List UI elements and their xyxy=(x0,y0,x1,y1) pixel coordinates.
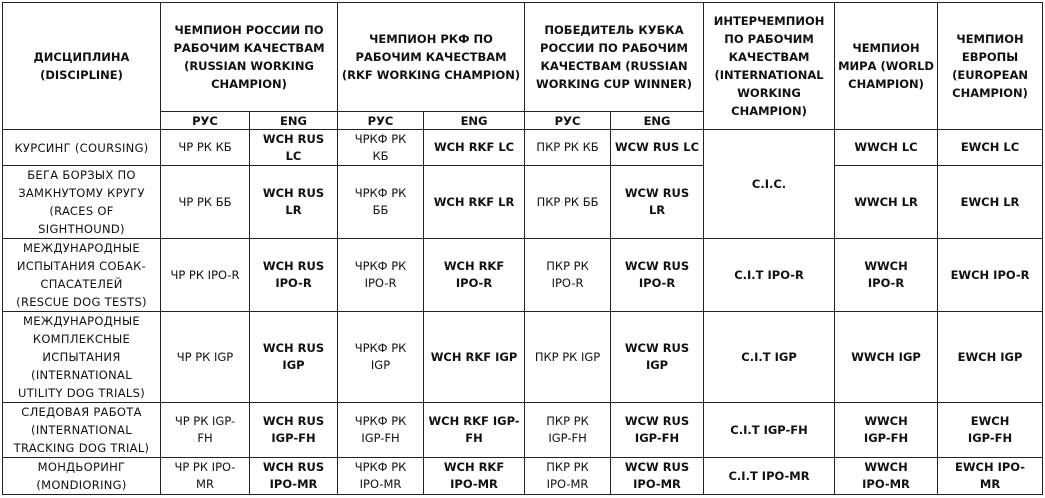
title-cell-world: WWCH IGP xyxy=(835,312,938,403)
title-cell-world: WWCH IGP-FH xyxy=(835,403,938,458)
title-cell-europe: EWCH IGP xyxy=(938,312,1043,403)
discipline-cell: СЛЕДОВАЯ РАБОТА (INTERNATIONAL TRACKING DOG TRIAL) xyxy=(3,403,161,458)
title-cell-europe: EWCH LC xyxy=(938,130,1043,166)
title-cell-europe: EWCH LR xyxy=(938,166,1043,239)
subheader-eng-rkf: ENG xyxy=(424,112,525,130)
subheader-rus-cup: РУС xyxy=(525,112,611,130)
title-cell-ru: ПКР РК КБ xyxy=(525,130,611,166)
header-discipline: ДИСЦИПЛИНА (DISCIPLINE) xyxy=(3,3,161,130)
title-cell-ru: ПКР РК IPO-R xyxy=(525,239,611,312)
title-cell-world: WWCH IPO-R xyxy=(835,239,938,312)
title-cell-ru: ЧРКФ РК IPO-MR xyxy=(338,458,424,495)
title-cell-ru: ЧР РК IGP- FH xyxy=(161,403,250,458)
subheader-eng-cup: ENG xyxy=(611,112,704,130)
header-international-working-champion: ИНТЕРЧЕМПИОН ПО РАБОЧИМ КАЧЕСТВАМ (INTERNATIONAL WORKING CHAMPION) xyxy=(704,3,835,130)
title-cell-ru: ЧРКФ РК IGP xyxy=(338,312,424,403)
title-cell-ru: ЧР РК IGP xyxy=(161,312,250,403)
working-titles-table xyxy=(2,2,1043,495)
table-row xyxy=(3,166,1043,239)
subheader-rus-russian: РУС xyxy=(161,112,250,130)
header-russian-cup-winner: ПОБЕДИТЕЛЬ КУБКА РОССИИ ПО РАБОЧИМ КАЧЕСТВАМ (RUSSIAN WORKING CUP WINNER) xyxy=(525,3,704,112)
table-row xyxy=(3,130,1043,166)
header-russian-working-champion: ЧЕМПИОН РОССИИ ПО РАБОЧИМ КАЧЕСТВАМ (RUSSIAN WORKING CHAMPION) xyxy=(161,3,338,112)
header-rkf-working-champion: ЧЕМПИОН РКФ ПО РАБОЧИМ КАЧЕСТВАМ (RKF WORKING CHAMPION) xyxy=(338,3,525,112)
title-cell-ru: ЧР РК IPO- MR xyxy=(161,458,250,495)
title-cell-en: WCH RKF IPO-R xyxy=(424,239,525,312)
header-european-champion: ЧЕМПИОН ЕВРОПЫ (EUROPEAN CHAMPION) xyxy=(938,3,1043,130)
title-cell-ru: ЧРКФ РК КБ xyxy=(338,130,424,166)
discipline-cell: КУРСИНГ (COURSING) xyxy=(3,130,161,166)
title-cell-ru: ЧР РК ББ xyxy=(161,166,250,239)
title-cell-en: WCH RKF IPO-MR xyxy=(424,458,525,495)
title-cell-ru: ЧРКФ РК IPO-R xyxy=(338,239,424,312)
table-row xyxy=(3,458,1043,495)
header-world-champion: ЧЕМПИОН МИРА (WORLD CHAMPION) xyxy=(835,3,938,130)
title-cell-ru: ЧРКФ РК ББ xyxy=(338,166,424,239)
title-cell-world: WWCH IPO-MR xyxy=(835,458,938,495)
title-cell-en: WCH RKF IGP- FH xyxy=(424,403,525,458)
title-cell-en: WCW RUS IPO-R xyxy=(611,239,704,312)
subheader-eng-russian: ENG xyxy=(250,112,338,130)
title-cell-inter: C.I.T IGP-FH xyxy=(704,403,835,458)
title-cell-en: WCW RUS LC xyxy=(611,130,704,166)
title-cell-ru: ЧР РК IPO-R xyxy=(161,239,250,312)
title-cell-ru: ПКР РК IGP-FH xyxy=(525,403,611,458)
table-row xyxy=(3,312,1043,403)
discipline-cell: МОНДЬОРИНГ (MONDIORING) xyxy=(3,458,161,495)
title-cell-en: WCH RUS LC xyxy=(250,130,338,166)
title-cell-en: WCH RKF IGP xyxy=(424,312,525,403)
table-row xyxy=(3,239,1043,312)
title-cell-inter: C.I.T IPO-MR xyxy=(704,458,835,495)
discipline-cell: МЕЖДУНАРОДНЫЕ ИСПЫТАНИЯ СОБАК- СПАСАТЕЛЕЙ (RESCUE DOG TESTS) xyxy=(3,239,161,312)
title-cell-ru: ПКР РК IPO-MR xyxy=(525,458,611,495)
title-cell-en: WCH RUS IPO-R xyxy=(250,239,338,312)
title-cell-en: WCH RUS IPO-MR xyxy=(250,458,338,495)
title-cell-europe: EWCH IPO-R xyxy=(938,239,1043,312)
title-cell-inter-merged: C.I.C. xyxy=(704,130,835,239)
discipline-cell: МЕЖДУНАРОДНЫЕ КОМПЛЕКСНЫЕ ИСПЫТАНИЯ (INTERNATIONAL UTILITY DOG TRIALS) xyxy=(3,312,161,403)
title-cell-inter: C.I.T IPO-R xyxy=(704,239,835,312)
title-cell-ru: ПКР РК ББ xyxy=(525,166,611,239)
title-cell-world: WWCH LC xyxy=(835,130,938,166)
title-cell-europe: EWCH IPO- MR xyxy=(938,458,1043,495)
title-cell-ru: ЧРКФ РК IGP-FH xyxy=(338,403,424,458)
discipline-cell: БЕГА БОРЗЫХ ПО ЗАМКНУТОМУ КРУГУ (RACES OF SIGHTHOUND) xyxy=(3,166,161,239)
title-cell-en: WCH RUS LR xyxy=(250,166,338,239)
title-cell-ru: ЧР РК КБ xyxy=(161,130,250,166)
title-cell-inter: C.I.T IGP xyxy=(704,312,835,403)
title-cell-en: WCH RKF LR xyxy=(424,166,525,239)
title-cell-en: WCW RUS IGP xyxy=(611,312,704,403)
title-cell-ru: ПКР РК IGP xyxy=(525,312,611,403)
title-cell-europe: EWCH IGP-FH xyxy=(938,403,1043,458)
title-cell-en: WCH RUS IGP xyxy=(250,312,338,403)
title-cell-en: WCW RUS IGP-FH xyxy=(611,403,704,458)
title-cell-en: WCW RUS IPO-MR xyxy=(611,458,704,495)
title-cell-en: WCH RUS IGP-FH xyxy=(250,403,338,458)
subheader-rus-rkf: РУС xyxy=(338,112,424,130)
table-row xyxy=(3,403,1043,458)
title-cell-en: WCW RUS LR xyxy=(611,166,704,239)
title-cell-en: WCH RKF LC xyxy=(424,130,525,166)
title-cell-world: WWCH LR xyxy=(835,166,938,239)
